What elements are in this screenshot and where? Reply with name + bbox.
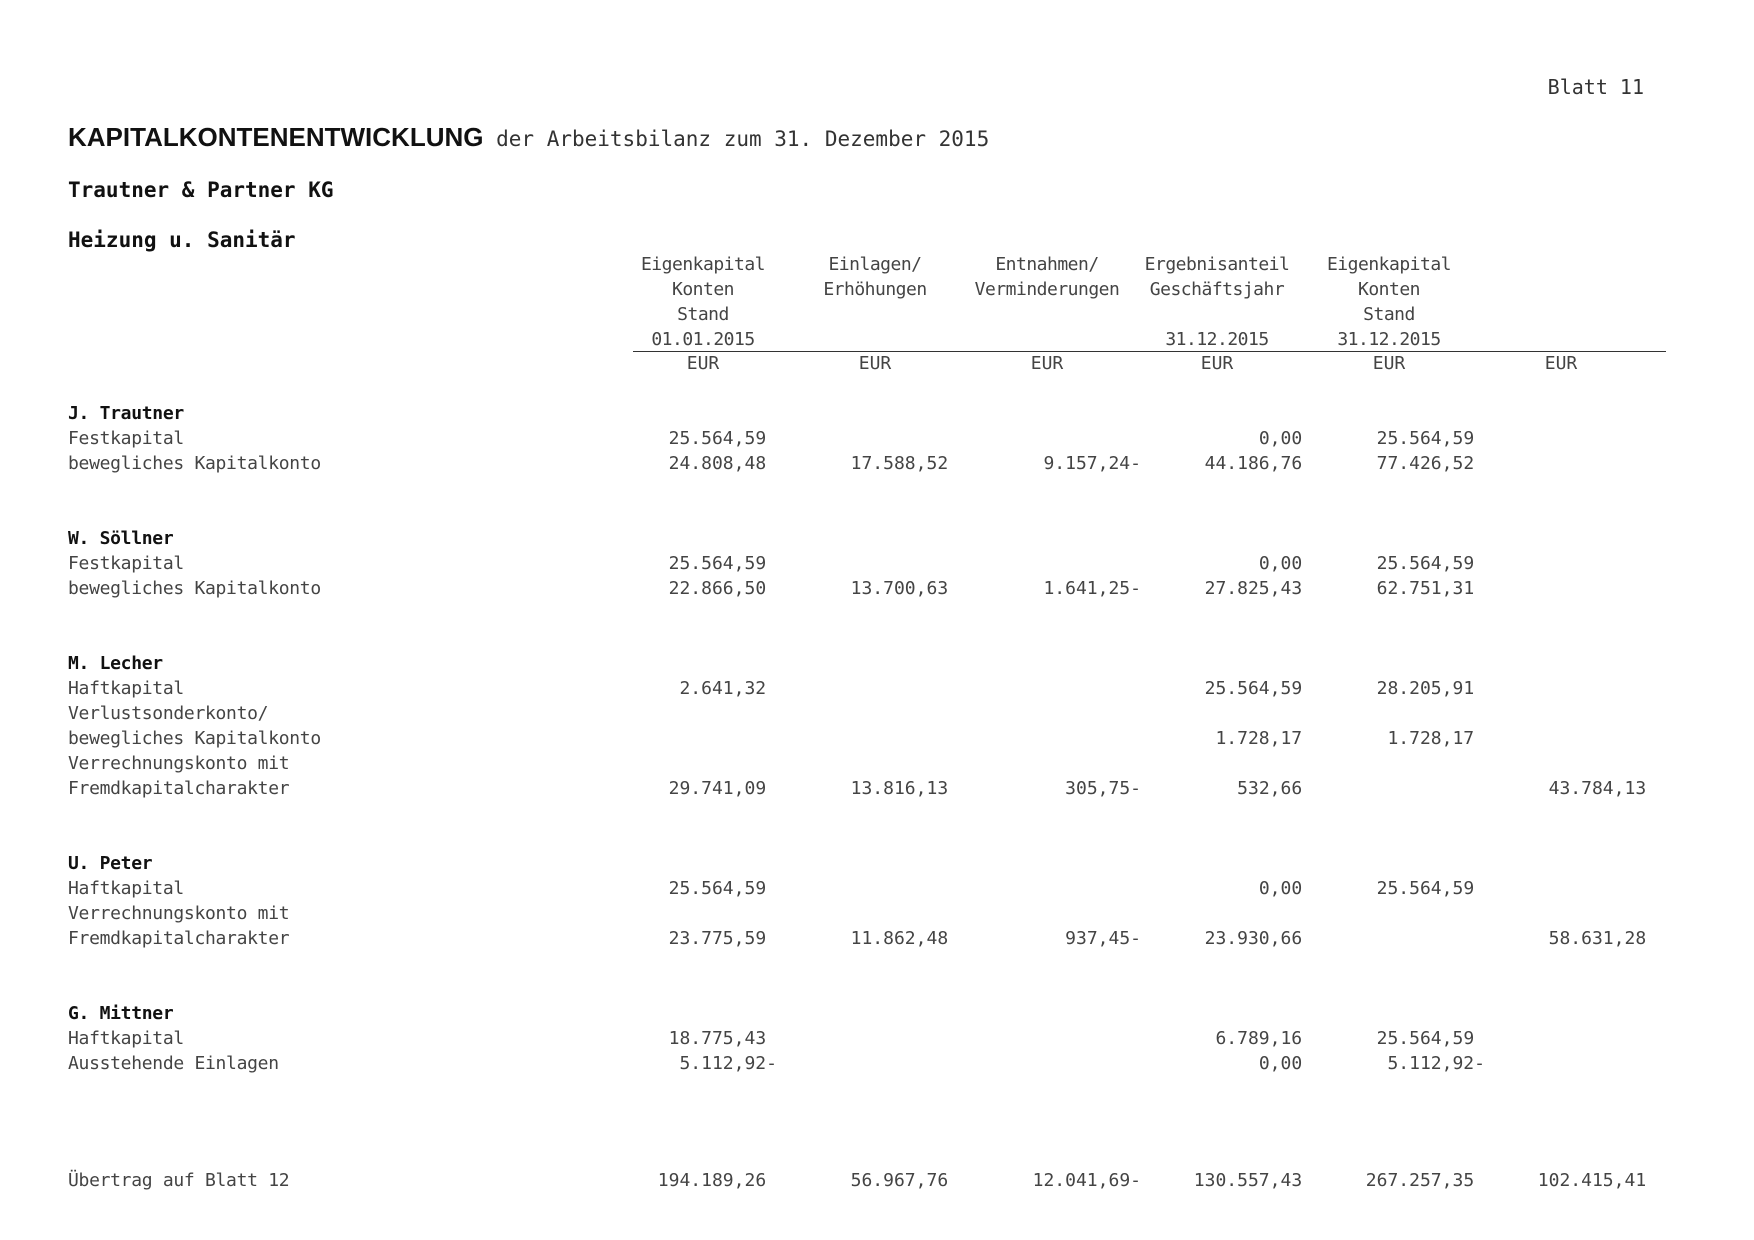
amount-cell: 1.728,17 bbox=[1215, 728, 1313, 749]
amount-cell: 0,00 bbox=[1258, 878, 1313, 899]
column-header-line: Eigenkapital bbox=[640, 254, 766, 275]
amount-cell: 130.557,43 bbox=[1193, 1170, 1313, 1191]
table-row bbox=[0, 878, 1754, 903]
amount-cell: 267.257,35 bbox=[1365, 1170, 1485, 1191]
amount-cell: 25.564,59 bbox=[668, 553, 777, 574]
page-number: Blatt 11 bbox=[1547, 75, 1644, 99]
account-label: bewegliches Kapitalkonto bbox=[68, 453, 321, 474]
column-header-line bbox=[1137, 302, 1297, 327]
amount-cell: 25.564,59 bbox=[1376, 1028, 1485, 1049]
account-label: bewegliches Kapitalkonto bbox=[68, 578, 321, 599]
amount-cell: 12.041,69- bbox=[1032, 1170, 1141, 1191]
column-unit: EUR bbox=[1200, 353, 1234, 374]
partner-heading-row bbox=[0, 528, 1754, 553]
column-header-line: Verminderungen bbox=[974, 279, 1120, 300]
document-title bbox=[68, 122, 989, 153]
partner-name: J. Trautner bbox=[68, 403, 184, 424]
amount-cell: 9.157,24- bbox=[1043, 453, 1141, 474]
column-unit: EUR bbox=[858, 353, 892, 374]
amount-cell: 43.784,13 bbox=[1548, 778, 1657, 799]
amount-cell: 25.564,59 bbox=[668, 428, 777, 449]
table-row bbox=[0, 453, 1754, 478]
carry-forward-row bbox=[0, 1170, 1754, 1195]
column-header-line: 31.12.2015 bbox=[1165, 329, 1269, 350]
amount-cell: 25.564,59 bbox=[668, 878, 777, 899]
column-header-line: Einlagen/ bbox=[828, 254, 922, 275]
account-label: Haftkapital bbox=[68, 678, 184, 699]
account-label: Verlustsonderkonto/ bbox=[68, 703, 269, 724]
column-header-4 bbox=[1309, 252, 1469, 352]
amount-cell: 6.789,16 bbox=[1215, 1028, 1313, 1049]
amount-cell: 27.825,43 bbox=[1204, 578, 1313, 599]
column-unit: EUR bbox=[1544, 353, 1578, 374]
account-label: Festkapital bbox=[68, 553, 184, 574]
amount-cell: 102.415,41 bbox=[1537, 1170, 1657, 1191]
account-label: Übertrag auf Blatt 12 bbox=[68, 1170, 290, 1191]
partner-heading-row bbox=[0, 853, 1754, 878]
amount-cell: 194.189,26 bbox=[657, 1170, 777, 1191]
table-row bbox=[0, 428, 1754, 453]
column-header-line bbox=[1481, 302, 1641, 327]
table-row bbox=[0, 778, 1754, 803]
amount-cell: 22.866,50 bbox=[668, 578, 777, 599]
amount-cell: 23.775,59 bbox=[668, 928, 777, 949]
column-unit: EUR bbox=[686, 353, 720, 374]
amount-cell: 17.588,52 bbox=[850, 453, 959, 474]
table-row bbox=[0, 703, 1754, 728]
table-row bbox=[0, 903, 1754, 928]
column-header-line bbox=[967, 327, 1127, 352]
column-unit: EUR bbox=[1030, 353, 1064, 374]
table-row bbox=[0, 678, 1754, 703]
amount-cell: 29.741,09 bbox=[668, 778, 777, 799]
amount-cell: 5.112,92- bbox=[1387, 1053, 1485, 1074]
partner-name: G. Mittner bbox=[68, 1003, 174, 1024]
amount-cell: 28.205,91 bbox=[1376, 678, 1485, 699]
column-header-line: Konten bbox=[1357, 279, 1421, 300]
account-label: Verrechnungskonto mit bbox=[68, 903, 290, 924]
amount-cell: 5.112,92- bbox=[679, 1053, 777, 1074]
amount-cell: 1.641,25- bbox=[1043, 578, 1141, 599]
title-main: KAPITALKONTENENTWICKLUNG bbox=[68, 122, 484, 152]
partner-heading-row bbox=[0, 1003, 1754, 1028]
table-row bbox=[0, 1028, 1754, 1053]
amount-cell: 532,66 bbox=[1237, 778, 1313, 799]
column-header-line: Entnahmen/ bbox=[995, 254, 1099, 275]
amount-cell: 11.862,48 bbox=[850, 928, 959, 949]
account-label: Fremdkapitalcharakter bbox=[68, 928, 290, 949]
amount-cell: 25.564,59 bbox=[1204, 678, 1313, 699]
table-row bbox=[0, 753, 1754, 778]
table-row bbox=[0, 553, 1754, 578]
column-header-line: Erhöhungen bbox=[823, 279, 927, 300]
column-header-line: 31.12.2015 bbox=[1337, 329, 1441, 350]
account-label: Ausstehende Einlagen bbox=[68, 1053, 279, 1074]
column-header-line: Stand bbox=[677, 304, 729, 325]
amount-cell: 25.564,59 bbox=[1376, 553, 1485, 574]
amount-cell: 56.967,76 bbox=[850, 1170, 959, 1191]
column-header-line bbox=[795, 327, 955, 352]
partner-heading-row bbox=[0, 653, 1754, 678]
account-label: Haftkapital bbox=[68, 1028, 184, 1049]
column-header-line: Konten bbox=[671, 279, 735, 300]
account-label: Festkapital bbox=[68, 428, 184, 449]
partner-name: U. Peter bbox=[68, 853, 153, 874]
table-row bbox=[0, 928, 1754, 953]
amount-cell: 1.728,17 bbox=[1387, 728, 1485, 749]
table-row bbox=[0, 728, 1754, 753]
title-sub: der Arbeitsbilanz zum 31. Dezember 2015 bbox=[483, 127, 990, 151]
amount-cell: 0,00 bbox=[1258, 428, 1313, 449]
partner-name: M. Lecher bbox=[68, 653, 163, 674]
column-header-line: Stand bbox=[1363, 304, 1415, 325]
amount-cell: 62.751,31 bbox=[1376, 578, 1485, 599]
column-header-line: 01.01.2015 bbox=[651, 329, 755, 350]
account-label: Haftkapital bbox=[68, 878, 184, 899]
account-label: Verrechnungskonto mit bbox=[68, 753, 290, 774]
column-header-line bbox=[1481, 277, 1641, 302]
column-header-2 bbox=[967, 252, 1127, 352]
company-name: Trautner & Partner KG bbox=[68, 178, 334, 202]
column-header-3 bbox=[1137, 252, 1297, 352]
header-rule bbox=[633, 351, 1666, 352]
column-header-1 bbox=[795, 252, 955, 352]
amount-cell: 0,00 bbox=[1258, 1053, 1313, 1074]
amount-cell: 23.930,66 bbox=[1204, 928, 1313, 949]
partner-name: W. Söllner bbox=[68, 528, 174, 549]
column-header-line bbox=[967, 302, 1127, 327]
amount-cell: 25.564,59 bbox=[1376, 878, 1485, 899]
table-row bbox=[0, 578, 1754, 603]
amount-cell: 0,00 bbox=[1258, 553, 1313, 574]
partner-heading-row bbox=[0, 403, 1754, 428]
column-header-line: Eigenkapital bbox=[1326, 254, 1452, 275]
amount-cell: 937,45- bbox=[1065, 928, 1141, 949]
amount-cell: 18.775,43 bbox=[668, 1028, 777, 1049]
account-label: Fremdkapitalcharakter bbox=[68, 778, 290, 799]
column-header-line bbox=[1481, 252, 1641, 277]
column-header-line: Geschäftsjahr bbox=[1149, 279, 1285, 300]
column-header-0 bbox=[623, 252, 783, 352]
amount-cell: 77.426,52 bbox=[1376, 453, 1485, 474]
column-header-line bbox=[795, 302, 955, 327]
column-header-line: Ergebnisanteil bbox=[1144, 254, 1290, 275]
account-label: bewegliches Kapitalkonto bbox=[68, 728, 321, 749]
column-unit: EUR bbox=[1372, 353, 1406, 374]
table-row bbox=[0, 1053, 1754, 1078]
amount-cell: 305,75- bbox=[1065, 778, 1141, 799]
column-header-line bbox=[1481, 327, 1641, 352]
amount-cell: 25.564,59 bbox=[1376, 428, 1485, 449]
amount-cell: 44.186,76 bbox=[1204, 453, 1313, 474]
column-header-5 bbox=[1481, 252, 1641, 352]
amount-cell: 58.631,28 bbox=[1548, 928, 1657, 949]
amount-cell: 13.816,13 bbox=[850, 778, 959, 799]
amount-cell: 2.641,32 bbox=[679, 678, 777, 699]
amount-cell: 13.700,63 bbox=[850, 578, 959, 599]
amount-cell: 24.808,48 bbox=[668, 453, 777, 474]
department-name: Heizung u. Sanitär bbox=[68, 228, 296, 252]
